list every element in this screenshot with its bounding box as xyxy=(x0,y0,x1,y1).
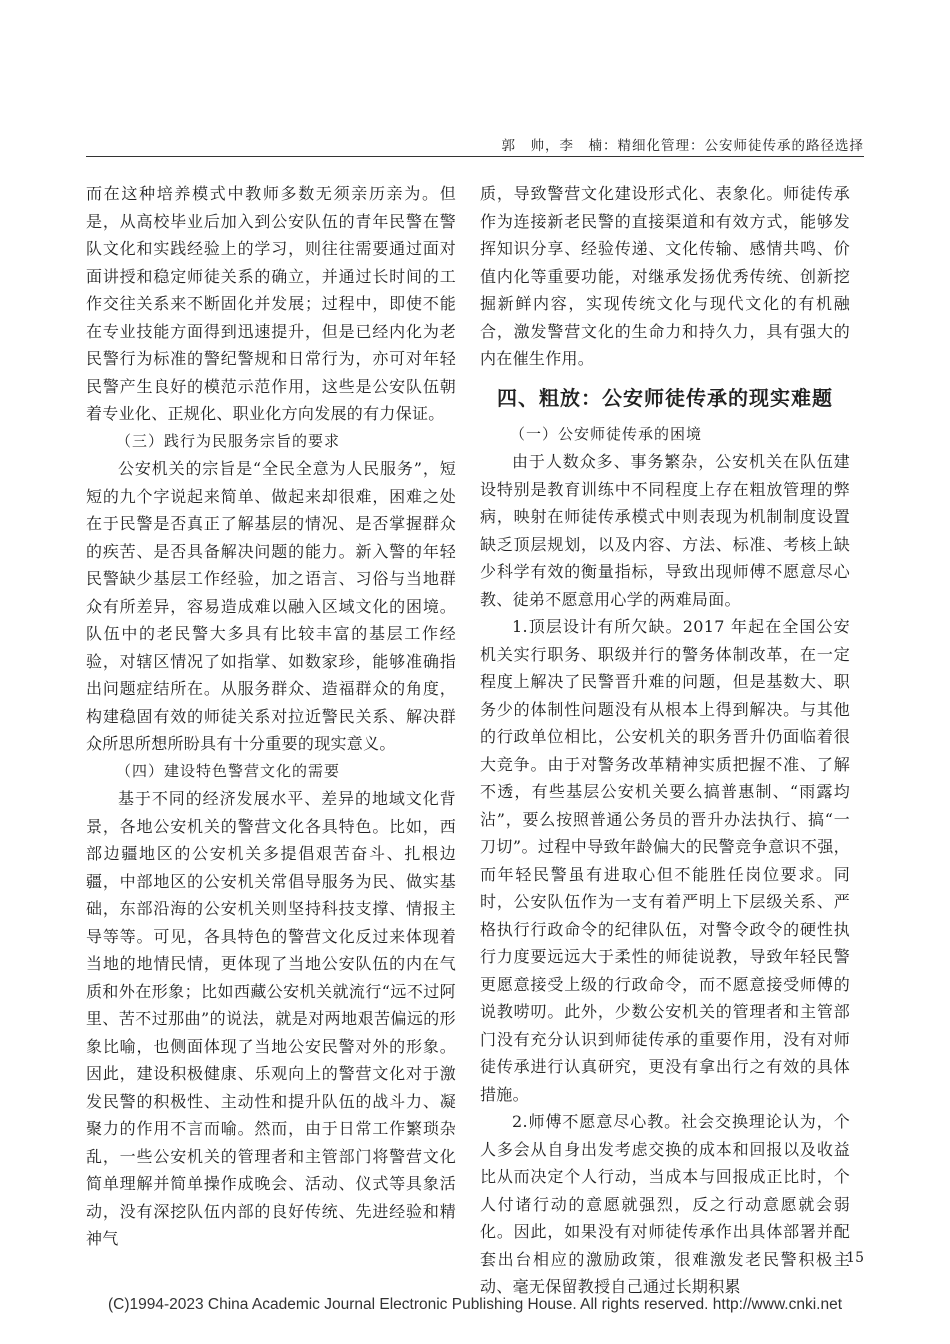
right-paragraph-3: 1.顶层设计有所欠缺。2017 年起在全国公安机关实行职务、职级并行的警务体制改革，在一定程度上解决了民警晋升难的问题，但是基数大、职务少的体制性问题没有从根本上得到解决。与其他的行政单位相比，公安机关的职务晋升仍面临着很大竞争。由于对警务改革精神实质把握不准、了解不透，有些基层公安机关要么搞普惠制、“雨露均沾”，要么按照普通公务员的晋升办法执行、搞“一刀切”。过程中导致年龄偏大的民警竞争意识不强，而年轻民警虽有进取心但不能胜任岗位要求。同时，公安队伍作为一支有着严明上下层级关系、严格执行行政命令的纪律队伍，对警令政令的硬性执行力度要远远大于柔性的师徒说教，导致年轻民警更愿意接受上级的行政命令，而不愿意接受师傅的说教唠叨。此外，少数公安机关的管理者和主管部门没有充分认识到师徒传承的重要作用，没有对师徒传承进行认真研究，更没有拿出行之有效的具体措施。 xyxy=(480,617,850,1104)
subheading-3: （三）践行为民服务宗旨的要求 xyxy=(116,431,341,450)
right-column xyxy=(480,180,850,1301)
left-column xyxy=(86,180,456,1253)
right-paragraph-2: 由于人数众多、事务繁杂，公安机关在队伍建设特别是教育训练中不同程度上存在粗放管理的弊病，映射在师徒传承模式中则表现为机制制度设置缺乏顶层规划，以及内容、方法、标准、考核上缺少科学有效的衡量指标，导致出现师傅不愿意尽心教、徒弟不愿意用心学的两难局面。 xyxy=(480,452,850,609)
subheading-4: （四）建设特色警营文化的需要 xyxy=(116,761,341,780)
page-number: 15 xyxy=(846,1250,864,1266)
left-paragraph-3: 基于不同的经济发展水平、差异的地域文化背景，各地公安机关的警营文化各具特色。比如，西部边疆地区的公安机关多提倡艰苦奋斗、扎根边疆，中部地区的公安机关常倡导服务为民、做实基础，东部沿海的公安机关则坚持科技支撑、情报主导等等。可见，各具特色的警营文化反过来体现着当地的地情民情，更体现了当地公安队伍的内在气质和外在形象；比如西藏公安机关就流行“远不过阿里、苦不过那曲”的说法，就是对两地艰苦偏远的形象比喻，也侧面体现了当地公安民警对外的形象。因此，建设积极健康、乐观向上的警营文化对于激发民警的积极性、主动性和提升队伍的战斗力、凝聚力的作用不言而喻。然而，由于日常工作繁琐杂乱，一些公安机关的管理者和主管部门将警营文化简单理解并简单操作成晚会、活动、仪式等具象活动，没有深挖队伍内部的良好传统、先进经验和精神气 xyxy=(86,789,456,1248)
header-divider xyxy=(86,156,864,157)
subheading-1: （一）公安师徒传承的困境 xyxy=(510,424,703,443)
left-paragraph-1: 而在这种培养模式中教师多数无须亲历亲为。但是，从高校毕业后加入到公安队伍的青年民警在警队文化和实践经验上的学习，则往往需要通过面对面讲授和稳定师徒关系的确立，并通过长时间的工作交往关系来不断固化并发展；过程中，即使不能在专业技能方面得到迅速提升，但是已经内化为老民警行为标准的警纪警规和日常行为，亦可对年轻民警产生良好的模范示范作用，这些是公安队伍朝着专业化、正规化、职业化方向发展的有力保证。 xyxy=(86,184,456,423)
copyright-notice: (C)1994-2023 China Academic Journal Electronic Publishing House. All rights reserved. http://www.cnki.net xyxy=(107,1296,843,1313)
right-paragraph-4: 2.师傅不愿意尽心教。社会交换理论认为，个人多会从自身出发考虑交换的成本和回报以及收益比从而决定个人行动，当成本与回报成正比时，个人付诸行动的意愿就强烈，反之行动意愿就会弱化。因此，如果没有对师徒传承作出具体部署并配套出台相应的激励政策，很难激发老民警积极主动、毫无保留教授自己通过长期积累 xyxy=(480,1112,850,1296)
left-paragraph-2: 公安机关的宗旨是“全民全意为人民服务”，短短的九个字说起来简单、做起来却很难，困难之处在于民警是否真正了解基层的情况、是否掌握群众的疾苦、是否具备解决问题的能力。新入警的年轻民警缺少基层工作经验，加之语言、习俗与当地群众有所差异，容易造成难以融入区域文化的困境。队伍中的老民警大多具有比较丰富的基层工作经验，对辖区情况了如指掌、如数家珍，能够准确指出问题症结所在。从服务群众、造福群众的角度，构建稳固有效的师徒关系对拉近警民关系、解决群众所思所想所盼具有十分重要的现实意义。 xyxy=(86,459,456,753)
running-header: 郭 帅，李 楠：精细化管理：公安师徒传承的路径选择 xyxy=(501,138,864,154)
section-title: 四、粗放：公安师徒传承的现实难题 xyxy=(497,385,833,410)
right-paragraph-1: 质，导致警营文化建设形式化、表象化。师徒传承作为连接新老民警的直接渠道和有效方式，能够发挥知识分享、经验传递、文化传输、感情共鸣、价值内化等重要功能，对继承发扬优秀传统、创新挖掘新鲜内容，实现传统文化与现代文化的有机融合，激发警营文化的生命力和持久力，具有强大的内在催生作用。 xyxy=(480,184,850,368)
